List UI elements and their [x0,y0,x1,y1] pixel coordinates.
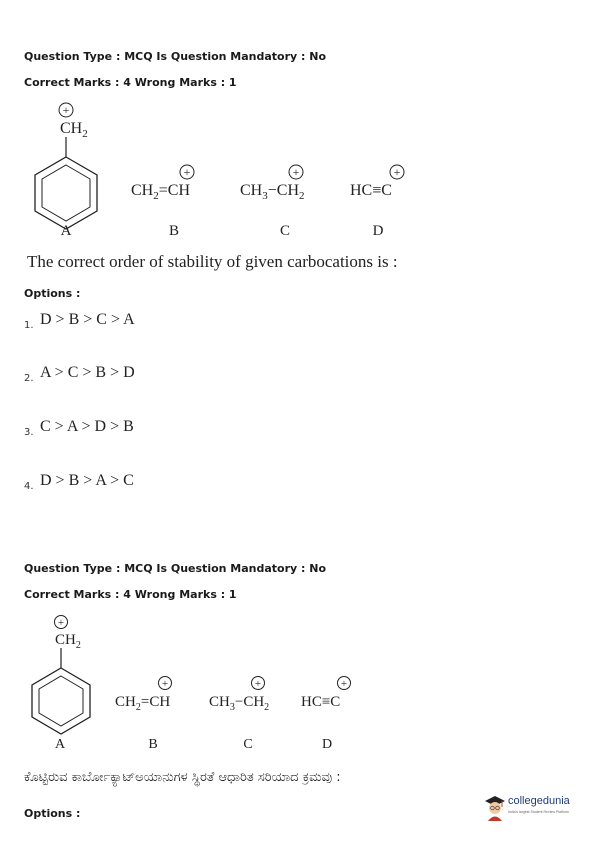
option-text: D > B > C > A [40,311,135,328]
student-mascot-icon [484,795,506,821]
marks-header: Correct Marks : 4 Wrong Marks : 1 [24,588,237,601]
marks-header: Correct Marks : 4 Wrong Marks : 1 [24,76,237,89]
option-number: 4. [24,481,34,492]
option-text: A > C > B > D [40,364,135,381]
option-text: D > B > A > C [40,472,134,489]
options-label: Options : [24,287,81,300]
label-d: D [321,737,333,752]
option-number: 2. [24,373,34,384]
plus-sign: + [292,165,300,179]
svg-text:CH2: $CH_2$ [60,120,88,140]
collegedunia-logo [484,793,584,823]
structure-a-benzyl [35,103,97,239]
option-text: C > A > D > B [40,418,134,435]
options-label: Options : [24,807,81,820]
plus-sign: + [340,678,348,690]
question-text-kannada: ಕೊಟ್ಟಿರುವ ಕಾರ್ಬೋಕ್ಯಾಟ್‌ಅಯಾನುಗಳ ಸ್ಥಿರತೆ ಆಧಾರಿತ ಸರಿಯಾದ ಕ್ರಮವು : [24,770,341,785]
label-d: D [372,223,384,239]
svg-text:CH3−CH2: $CH_3-CH_2$ [240,182,305,202]
logo-name: collegedunia [508,795,570,807]
structure-d-ethynyl [350,165,404,239]
plus-sign: + [254,678,262,690]
structure-b-vinyl [131,165,194,239]
label-a: A [60,223,72,239]
svg-text:CH2=CH: $CH_2=CH$ [131,182,190,202]
plus-sign: + [57,617,65,629]
label-c: C [243,737,253,752]
question-text: The correct order of stability of given carbocations is : [27,252,398,271]
label-a: A [54,737,66,752]
svg-text:CH3−CH2: $CH_3-CH_2$ [209,694,270,713]
option-number: 3. [24,427,34,438]
label-c: C [279,223,291,239]
label-b: B [148,737,158,752]
question-type-header: Question Type : MCQ Is Question Mandatory : No [24,562,327,575]
structure-c-ethyl [209,677,269,753]
label-b: B [168,223,180,239]
structure-b-vinyl [115,677,172,753]
option-number: 1. [24,320,34,331]
plus-sign: + [62,103,70,117]
plus-sign: + [393,165,401,179]
question-type-header: Question Type : MCQ Is Question Mandatory : No [24,50,327,63]
plus-sign: + [161,678,169,690]
structure-d-ethynyl [301,677,351,753]
structure-a-benzyl [32,616,90,753]
logo-tagline: India's largest Student Review Platform [508,810,569,814]
svg-text:CH2=CH: $CH_2=CH$ [115,694,171,713]
plus-sign: + [183,165,191,179]
svg-text:HC≡C: HC≡C [350,182,392,199]
structure-c-ethyl [240,165,305,239]
svg-text:HC≡C: HC≡C [301,694,341,710]
svg-text:CH2: $CH_2$ [55,632,81,651]
